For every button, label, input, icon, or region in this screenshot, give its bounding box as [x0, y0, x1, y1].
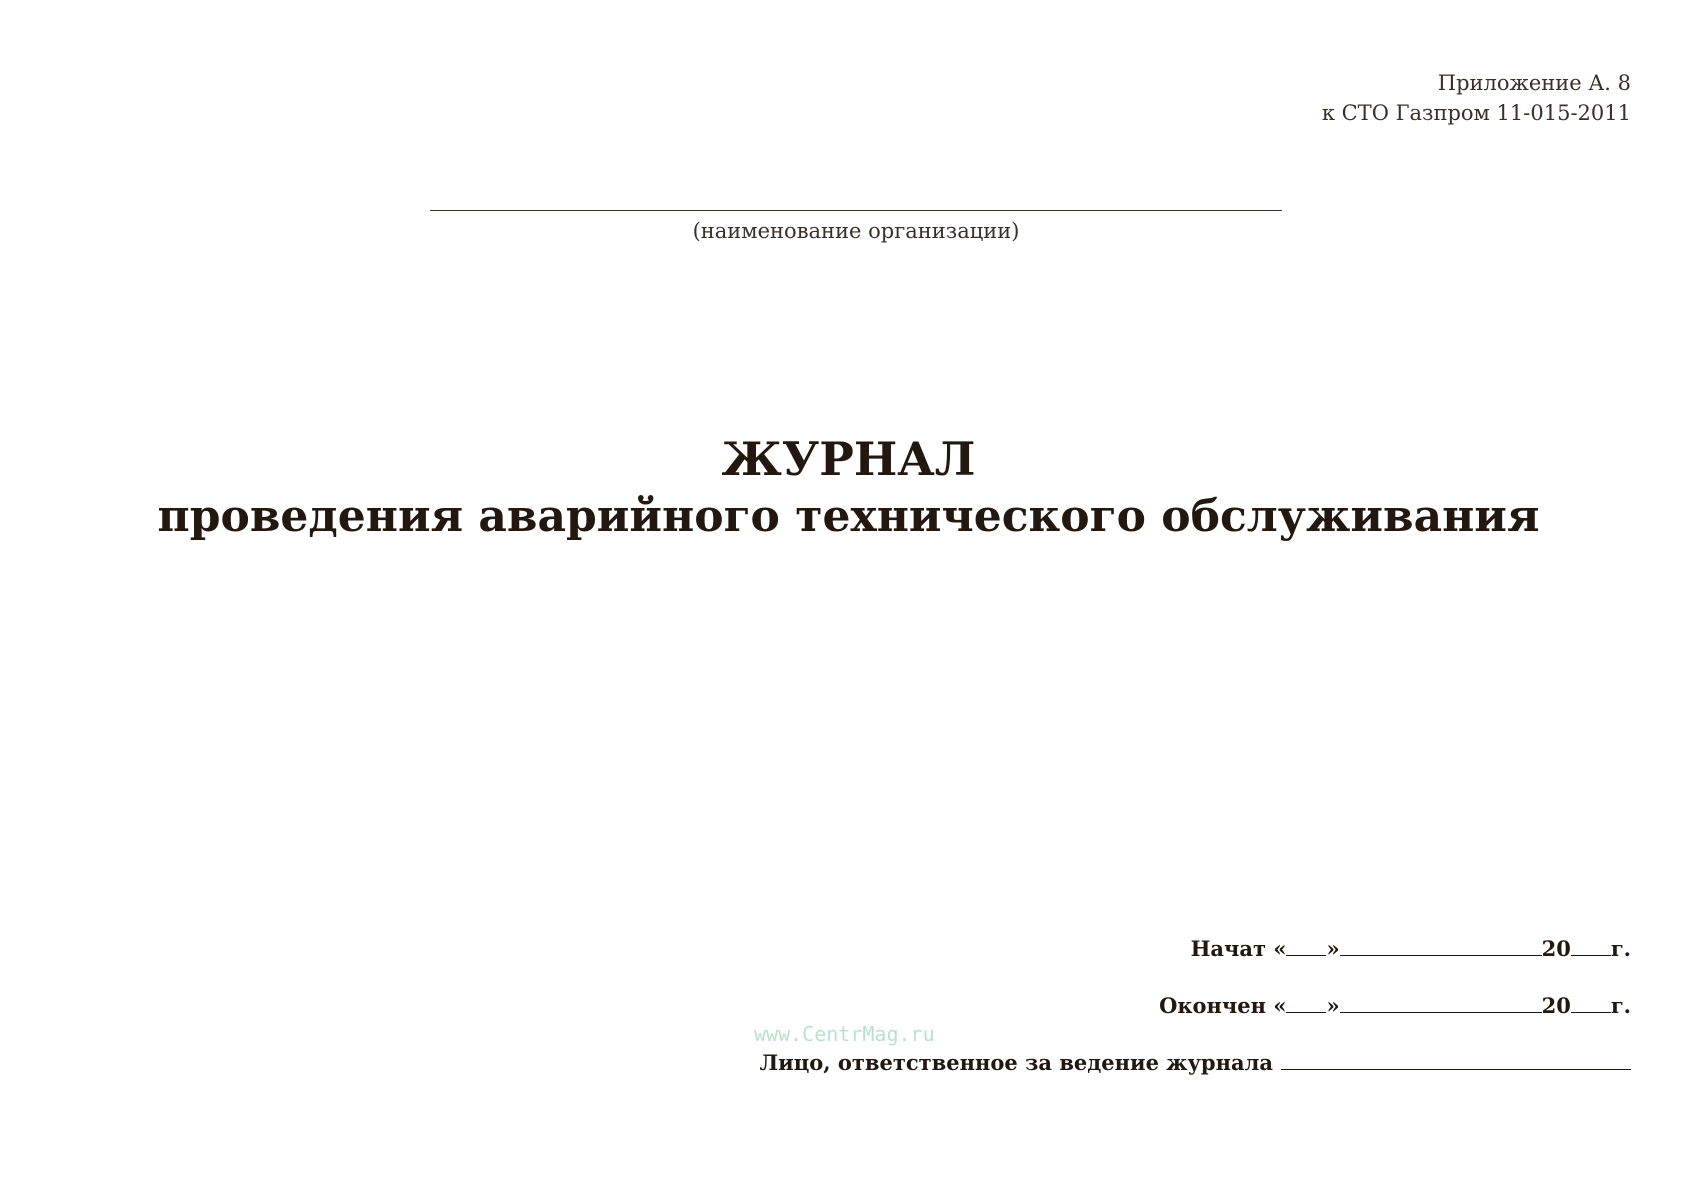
finished-close-quote: »: [1326, 993, 1340, 1018]
started-open-quote: «: [1273, 936, 1287, 961]
organization-caption: (наименование организации): [692, 219, 1020, 243]
organization-name-line[interactable]: [430, 180, 1282, 211]
site-watermark: www.CentrMag.ru: [754, 1022, 935, 1046]
annex-number: Приложение А. 8: [1437, 71, 1631, 95]
started-label: Начат: [1190, 936, 1267, 961]
finished-year-blank[interactable]: [1571, 992, 1611, 1013]
finished-open-quote: «: [1273, 993, 1287, 1018]
started-day-blank[interactable]: [1286, 935, 1326, 956]
journal-subtitle: проведения аварийного технического обслуживания: [157, 491, 1540, 542]
finished-year-suffix: г.: [1610, 993, 1631, 1018]
responsible-person-blank[interactable]: [1281, 1049, 1631, 1070]
responsible-label: Лицо, ответственное за ведение журнала: [759, 1050, 1273, 1075]
annex-standard: к СТО Газпром 11-015-2011: [1321, 101, 1631, 125]
organization-block: [430, 180, 1282, 243]
finished-month-blank[interactable]: [1340, 992, 1542, 1013]
started-close-quote: »: [1326, 936, 1340, 961]
started-year-suffix: г.: [1610, 936, 1631, 961]
journal-fields: [731, 935, 1631, 1106]
started-year-blank[interactable]: [1571, 935, 1611, 956]
finished-label: Окончен: [1159, 993, 1267, 1018]
started-century: 20: [1541, 936, 1571, 961]
responsible-person-row: [731, 1049, 1631, 1079]
started-date-row: [731, 935, 1631, 965]
finished-date-row: [731, 992, 1631, 1022]
annex-reference: [1322, 68, 1631, 128]
finished-day-blank[interactable]: [1286, 992, 1326, 1013]
finished-century: 20: [1541, 993, 1571, 1018]
started-month-blank[interactable]: [1340, 935, 1542, 956]
journal-title-block: [0, 430, 1697, 546]
journal-title: ЖУРНАЛ: [721, 432, 976, 486]
